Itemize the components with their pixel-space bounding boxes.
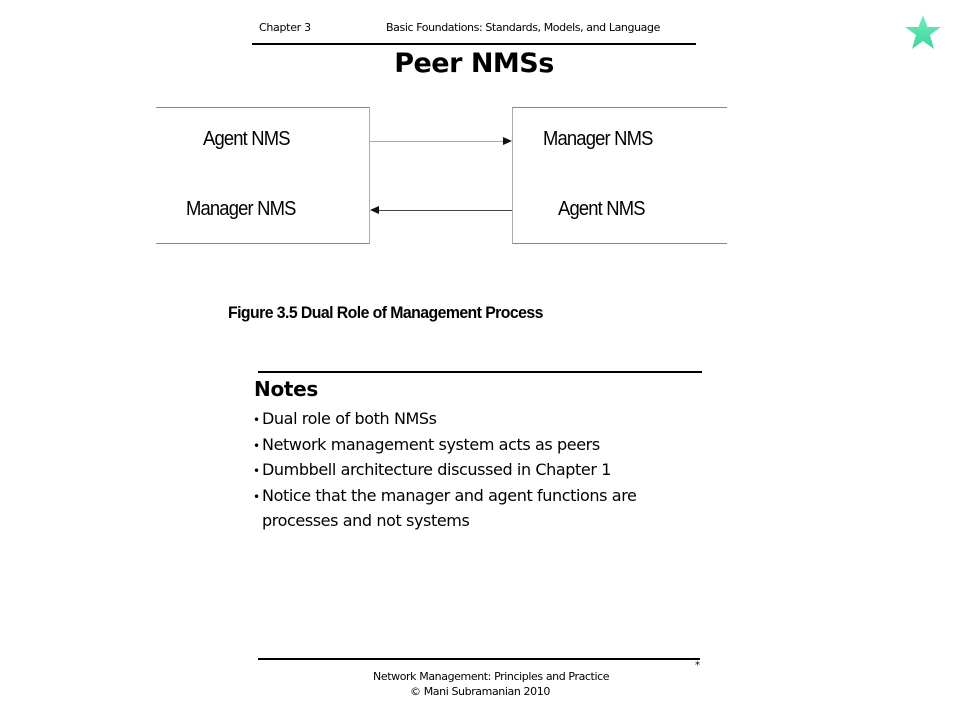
bullet-icon: • <box>253 489 260 504</box>
footer-divider <box>258 658 700 660</box>
bullet-icon: • <box>253 438 260 453</box>
bullet-icon: • <box>253 464 260 478</box>
footer-book-title: Network Management: Principles and Practice <box>373 670 610 683</box>
notes-item: • Notice that the manager and agent functions are processes and not systems <box>253 485 637 530</box>
header-divider <box>252 43 696 45</box>
right-agent-nms-label: Agent NMS <box>558 198 645 220</box>
arrow-right-icon <box>503 137 512 145</box>
arrow-agent-to-manager-line <box>370 141 504 142</box>
arrow-left-icon <box>370 206 379 214</box>
notes-item: • Dumbbell architecture discussed in Chapter 1 <box>253 458 713 484</box>
footer-marker: * <box>695 660 700 671</box>
notes-title: Notes <box>254 377 319 401</box>
arrow-agent-to-manager-return-line <box>379 210 512 211</box>
left-manager-nms-label: Manager NMS <box>186 198 296 220</box>
star-icon[interactable] <box>904 14 942 50</box>
figure-caption: Figure 3.5 Dual Role of Management Process <box>228 303 543 322</box>
footer-copyright: © Mani Subramanian 2010 <box>410 685 550 698</box>
left-agent-nms-label: Agent NMS <box>203 128 290 150</box>
bullet-icon: • <box>253 413 260 427</box>
slide-title: Peer NMSs <box>394 48 554 79</box>
chapter-label: Chapter 3 <box>259 21 311 34</box>
notes-list <box>253 407 713 534</box>
notes-item: • Dual role of both NMSs <box>253 407 713 433</box>
chapter-subtitle: Basic Foundations: Standards, Models, and Language <box>386 21 660 34</box>
notes-divider <box>258 371 702 373</box>
notes-item: • Network management system acts as peers <box>253 433 713 459</box>
right-manager-nms-label: Manager NMS <box>543 128 653 150</box>
